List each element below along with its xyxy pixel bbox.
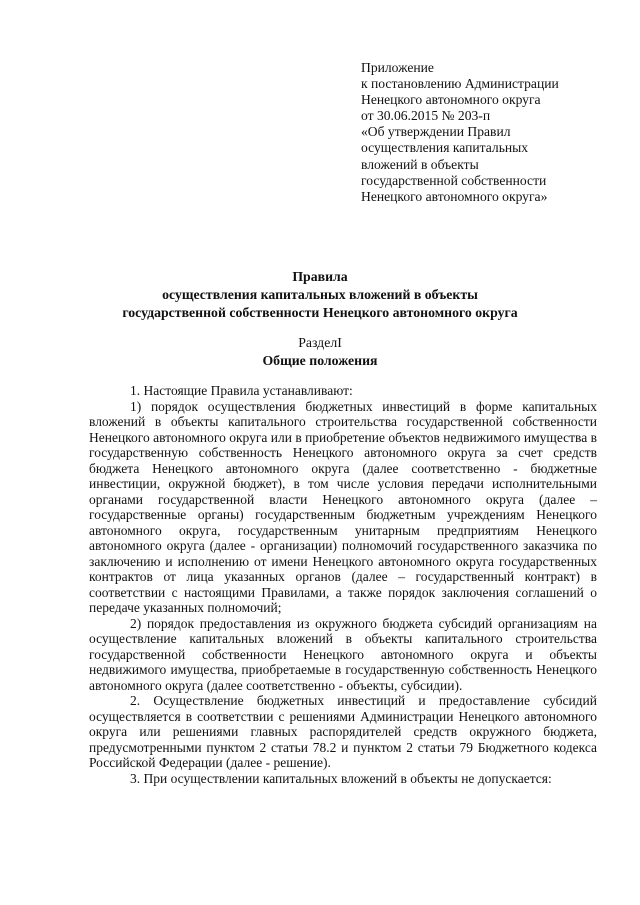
appendix-line: осуществления капитальных [361, 140, 529, 156]
paragraph: 2) порядок предоставления из окружного бюджета субсидий организациям на осуществление капитальных вложений в объекты капитального строительства государственной собственности Ненецкого автономного округа и объекты недвижимого имущества, приобретаемые в государственную собственность Ненецкого автономного округа (далее соответственно - объекты, субсидии). [89, 615, 597, 693]
appendix-line: к постановлению Администрации [361, 76, 559, 92]
title-line: государственной собственности Ненецкого автономного округа [122, 305, 518, 320]
appendix-line: Приложение [361, 60, 434, 75]
paragraph: 1. Настоящие Правила устанавливают: [130, 383, 353, 398]
appendix-line: Ненецкого автономного округа [361, 92, 541, 108]
appendix-line: государственной собственности [361, 172, 547, 188]
title-line: осуществления капитальных вложений в объекты [162, 287, 478, 302]
appendix-line: Ненецкого автономного округа» [361, 188, 548, 204]
paragraph: 3. При осуществлении капитальных вложений в объекты не допускается: [130, 770, 552, 786]
appendix-line: «Об утверждении Правил [361, 124, 511, 140]
title-line: Правила [292, 269, 348, 284]
paragraph: 2. Осуществление бюджетных инвестиций и предоставление субсидий осуществляется в соответствии с решениями Администрации Ненецкого автономного округа или решениями главных распорядителей средств окружного бюджета, предусмотренными пунктом 2 статьи 78.2 и пунктом 2 статьи 79 Бюджетного кодекса Российской Федерации (далее - решение). [89, 693, 597, 770]
document-body [89, 383, 597, 786]
appendix-line: от 30.06.2015 № 203-п [361, 108, 491, 124]
appendix-note [361, 60, 621, 205]
document-title [0, 268, 640, 322]
section-number: РазделI [298, 335, 342, 350]
section-heading: Общие положения [262, 353, 378, 368]
appendix-line: вложений в объекты [361, 156, 479, 172]
paragraph: 1) порядок осуществления бюджетных инвестиций в форме капитальных вложений в объекты капитального строительства государственной собственности Ненецкого автономного округа или в приобретение объектов недвижимого имущества в государственную собственность Ненецкого автономного округа за счет средств бюджета Ненецкого автономного округа (далее соответственно - бюджетные инвестиции, окружной бюджет), в том числе условия передачи исполнительными органами государственной власти Ненецкого автономного округа (далее – государственные органы) государственным бюджетным учреждениям Ненецкого автономного округа, государственным унитарным предприятиям Ненецкого автономного округа (далее - организации) полномочий государственного заказчика по заключению и исполнению от имени Ненецкого автономного округа государственных контрактов от лица указанных органов (далее – государственный контракт) в соответствии с настоящими Правилами, а также порядок заключения соглашений о передаче указанных полномочий; [89, 398, 597, 615]
section-header [0, 334, 640, 370]
